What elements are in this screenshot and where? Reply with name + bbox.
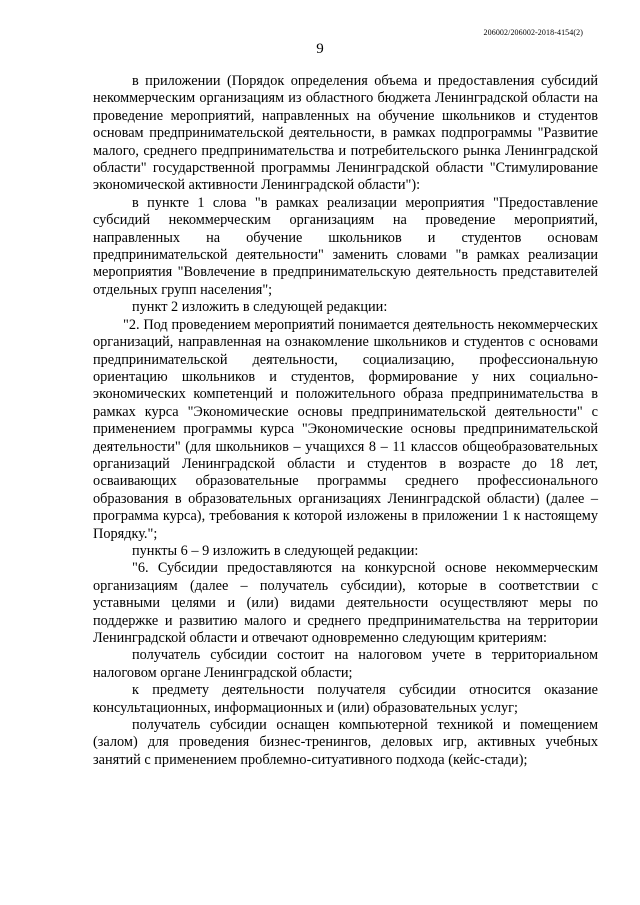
paragraph: к предмету деятельности получателя субсидии относится оказание консультационных, информационных и (или) образовательных услуг; [93, 682, 598, 716]
paragraph: в приложении (Порядок определения объема и предоставления субсидий некоммерческим организациям из областного бюджета Ленинградской области на проведение мероприятий, направленных на обучение школьников и студентов основам предпринимательской деятельности, в рамках подпрограммы "Развитие малого, среднего предпринимательства и потребительского рынка Ленинградской области" государственной программы Ленинградской области "Стимулирование экономической активности Ленинградской области"): [93, 73, 598, 194]
page-number: 9 [316, 41, 324, 57]
paragraph: получатель субсидии оснащен компьютерной техникой и помещением (залом) для проведения бизнес-тренингов, деловых игр, активных учебных занятий с применением проблемно-ситуативного подхода (кейс-стади); [93, 717, 598, 768]
document-id: 206002/206002-2018-4154(2) [483, 28, 583, 37]
paragraph: "2. Под проведением мероприятий понимается деятельность некоммерческих организаций, направленная на ознакомление школьников и студентов с основами предпринимательской деятельности, социализацию, профессиональную ориентацию школьников и студентов, формирование у них социально-экономических компетенций и положительного образа предпринимательства в рамках курса "Экономические основы предпринимательской деятельности" с применением программы курса "Экономические основы предпринимательской деятельности" (для школьников – учащихся 8 – 11 классов общеобразовательных организаций Ленинградской области и студентов в возрасте до 18 лет, осваивающих образовательные программы среднего профессионального образования в образовательных организациях Ленинградской области) (далее – программа курса), требования к которой изложены в приложении 1 к настоящему Порядку."; [93, 316, 598, 542]
paragraph: пункт 2 изложить в следующей редакции: [132, 299, 388, 316]
document-body [93, 73, 598, 769]
paragraph: "6. Субсидии предоставляются на конкурсной основе некоммерческим организациям (далее – получатель субсидии), которые в соответствии с уставными целями и (или) видами деятельности осуществляют меры по поддержке и развитию малого и среднего предпринимательства на территории Ленинградской области и отвечают одновременно следующим критериям: [93, 560, 598, 646]
paragraph: пункты 6 – 9 изложить в следующей редакции: [132, 542, 419, 559]
paragraph: получатель субсидии состоит на налоговом учете в территориальном налоговом органе Ленинградской области; [93, 647, 598, 681]
paragraph: в пункте 1 слова "в рамках реализации мероприятия "Предоставление субсидий некоммерческим организациям на проведение мероприятий, направленных на обучение школьников и студентов основам предпринимательской деятельности" заменить словами "в рамках реализации мероприятия "Вовлечение в предпринимательскую деятельность представителей отдельных групп населения"; [93, 194, 598, 298]
